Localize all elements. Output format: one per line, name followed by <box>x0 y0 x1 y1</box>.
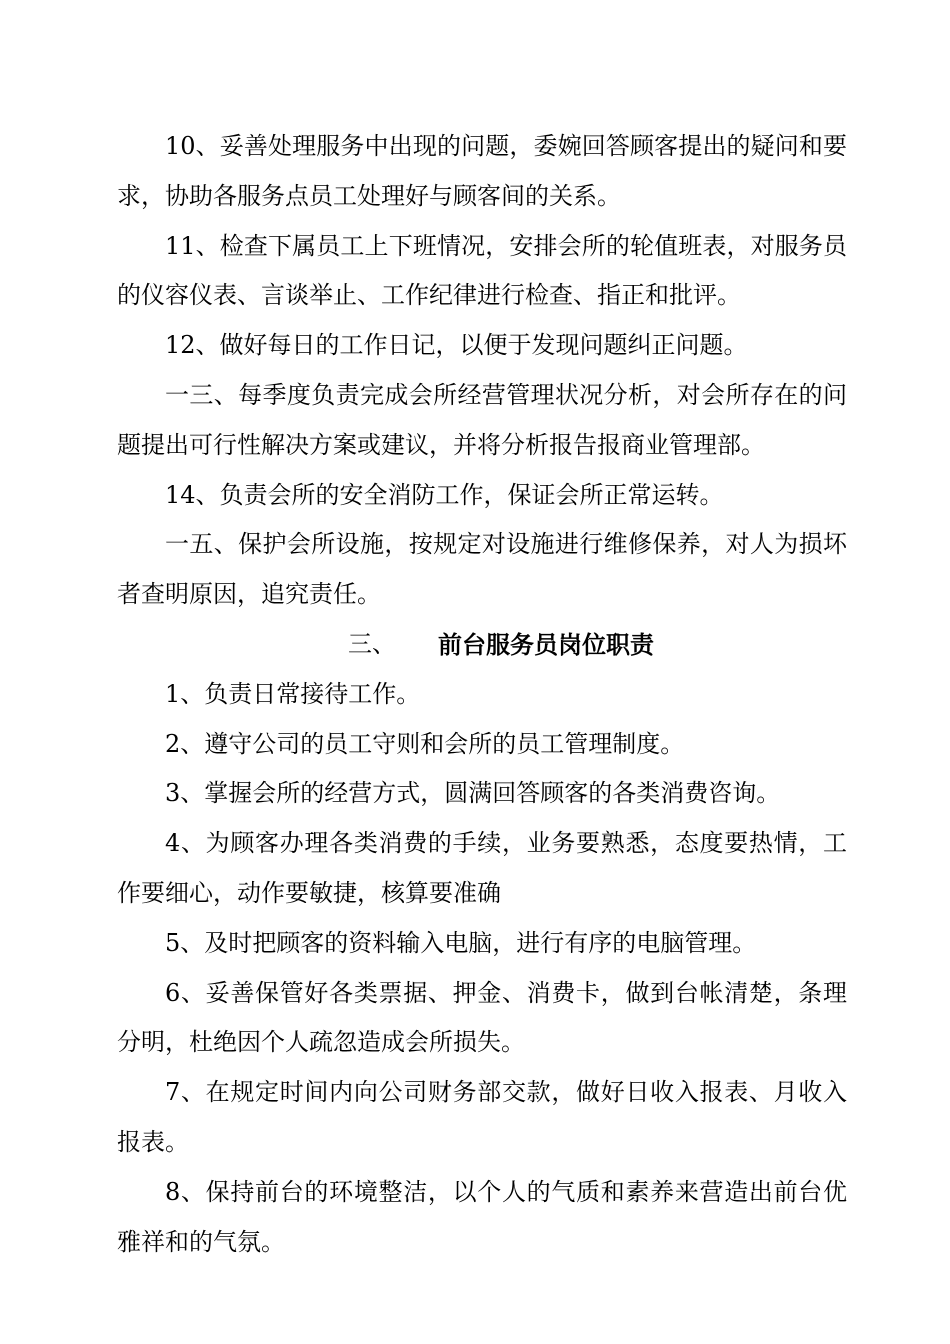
duty-item-6: 6、妥善保管好各类票据、押金、消费卡，做到台帐清楚，条理分明，杜绝因个人疏忽造成会所损失。 <box>117 978 847 1057</box>
duty-item-2: 2、遵守公司的员工守则和会所的员工管理制度。 <box>165 729 685 758</box>
paragraph-12: 12、做好每日的工作日记，以便于发现问题纠正问题。 <box>165 331 748 360</box>
paragraph-13: 一三、每季度负责完成会所经营管理状况分析，对会所存在的问题提出可行性解决方案或建议，并将分析报告报商业管理部。 <box>117 380 847 459</box>
paragraph-11: 11、检查下属员工上下班情况，安排会所的轮值班表，对服务员的仪容仪表、言谈举止、工作纪律进行检查、指正和批评。 <box>117 231 847 310</box>
document-page <box>117 122 847 1267</box>
section-heading <box>117 620 847 670</box>
duty-item-8: 8、保持前台的环境整洁，以个人的气质和素养来营造出前台优雅祥和的气氛。 <box>117 1177 847 1256</box>
duty-item-1: 1、负责日常接待工作。 <box>165 679 421 708</box>
duty-item-4: 4、为顾客办理各类消费的手续，业务要熟悉，态度要热情，工作要细心，动作要敏捷，核算要准确 <box>117 829 847 907</box>
duty-item-3: 3、掌握会所的经营方式，圆满回答顾客的各类消费咨询。 <box>165 779 781 808</box>
section-title: 前台服务员岗位职责 <box>438 629 654 659</box>
section-number: 三、 <box>348 629 396 658</box>
paragraph-14: 14、负责会所的安全消防工作，保证会所正常运转。 <box>165 480 724 509</box>
duty-item-7: 7、在规定时间内向公司财务部交款，做好日收入报表、月收入报表。 <box>117 1078 847 1156</box>
duty-item-5: 5、及时把顾客的资料输入电脑，进行有序的电脑管理。 <box>165 928 757 957</box>
paragraph-10: 10、妥善处理服务中出现的问题，委婉回答顾客提出的疑问和要求，协助各服务点员工处理好与顾客间的关系。 <box>117 132 847 210</box>
paragraph-15: 一五、保护会所设施，按规定对设施进行维修保养，对人为损坏者查明原因，追究责任。 <box>117 530 847 609</box>
